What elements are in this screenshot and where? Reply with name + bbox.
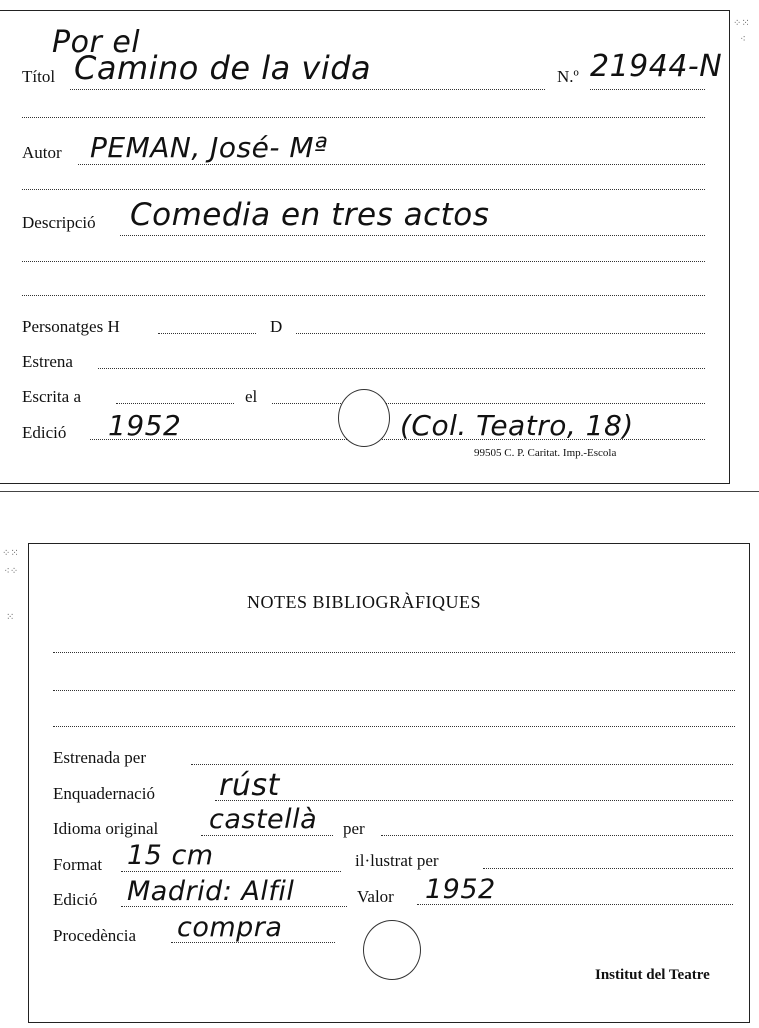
handwritten-provenance: compra xyxy=(177,912,283,943)
card-separator-line xyxy=(0,491,759,492)
label-escrita: Escrita a xyxy=(22,387,81,406)
dotted-line-illustrat xyxy=(483,868,733,869)
catalog-card-front xyxy=(0,10,730,484)
handwritten-edition: Madrid: Alfil xyxy=(127,876,295,907)
punch-hole xyxy=(363,920,421,980)
label-edicio-front: Edició xyxy=(22,423,67,442)
edge-speckle: ⁘⁙ xyxy=(733,18,750,29)
handwritten-language: castellà xyxy=(209,804,318,835)
label-valor: Valor xyxy=(357,887,394,906)
dotted-line-blank-4 xyxy=(22,295,705,296)
label-illustrat-per: il·lustrat per xyxy=(355,851,439,870)
handwritten-binding: rúst xyxy=(219,768,280,803)
dotted-line-numero xyxy=(590,89,705,90)
handwritten-collection: (Col. Teatro, 18) xyxy=(400,409,634,442)
dotted-line-idioma-per xyxy=(381,835,733,836)
label-estrena: Estrena xyxy=(22,352,73,371)
dotted-line-procedencia xyxy=(171,942,335,943)
dotted-line-idioma xyxy=(201,835,333,836)
dotted-line-personatges-h xyxy=(158,333,256,334)
label-enquadernacio: Enquadernació xyxy=(53,784,155,803)
punch-hole xyxy=(338,389,390,447)
label-estrenada-per: Estrenada per xyxy=(53,748,146,767)
edge-speckle: ⁖ xyxy=(740,34,746,45)
catalog-card-back xyxy=(28,543,750,1023)
dotted-line-escrita-a xyxy=(116,403,234,404)
dotted-line-edicio-back xyxy=(121,906,347,907)
handwritten-title: Camino de la vida xyxy=(74,49,372,87)
dotted-line-estrena xyxy=(98,368,705,369)
dotted-line-blank-1 xyxy=(22,117,705,118)
handwritten-author: PEMAN, José- Mª xyxy=(90,131,328,164)
dotted-line-personatges-d xyxy=(296,333,705,334)
dotted-line-format xyxy=(121,871,341,872)
dotted-line-escrita-el xyxy=(272,403,705,404)
handwritten-format: 15 cm xyxy=(127,840,214,871)
dotted-line-notes-3 xyxy=(53,726,735,727)
label-el: el xyxy=(245,387,258,406)
dotted-line-autor xyxy=(78,164,705,165)
label-edicio-back: Edició xyxy=(53,890,98,909)
label-idioma-original: Idioma original xyxy=(53,819,159,838)
dotted-line-notes-2 xyxy=(53,690,735,691)
printer-imprint: 99505 C. P. Caritat. Imp.-Escola xyxy=(474,447,617,459)
dotted-line-notes-1 xyxy=(53,652,735,653)
handwritten-value: 1952 xyxy=(425,874,496,905)
dotted-line-edicio xyxy=(90,439,705,440)
dotted-line-titol xyxy=(70,89,545,90)
dotted-line-valor xyxy=(417,904,733,905)
dotted-line-blank-3 xyxy=(22,261,705,262)
label-titol: Títol xyxy=(22,67,56,86)
label-d: D xyxy=(270,317,283,336)
label-personatges: Personatges H xyxy=(22,317,120,336)
edge-speckle: ⁙ xyxy=(6,612,15,623)
dotted-line-estrenada xyxy=(191,764,733,765)
label-numero: N.º xyxy=(557,67,579,86)
dotted-line-blank-2 xyxy=(22,189,705,190)
handwritten-title-top: Por el xyxy=(52,25,141,60)
institution-name: Institut del Teatre xyxy=(595,967,710,983)
label-procedencia: Procedència xyxy=(53,926,137,945)
edge-speckle: ⁘⁙ xyxy=(2,548,19,559)
handwritten-description: Comedia en tres actos xyxy=(130,197,490,233)
heading-notes-bibliografiques: NOTES BIBLIOGRÀFIQUES xyxy=(247,592,482,612)
handwritten-number: 21944-N xyxy=(590,49,723,84)
dotted-line-descripcio xyxy=(120,235,705,236)
edge-speckle: ⁖⁘ xyxy=(4,566,19,577)
label-autor: Autor xyxy=(22,143,62,162)
dotted-line-enquadernacio xyxy=(215,800,733,801)
handwritten-edition-year: 1952 xyxy=(108,409,182,442)
label-descripcio: Descripció xyxy=(22,213,96,232)
label-format: Format xyxy=(53,855,103,874)
label-per: per xyxy=(343,819,365,838)
